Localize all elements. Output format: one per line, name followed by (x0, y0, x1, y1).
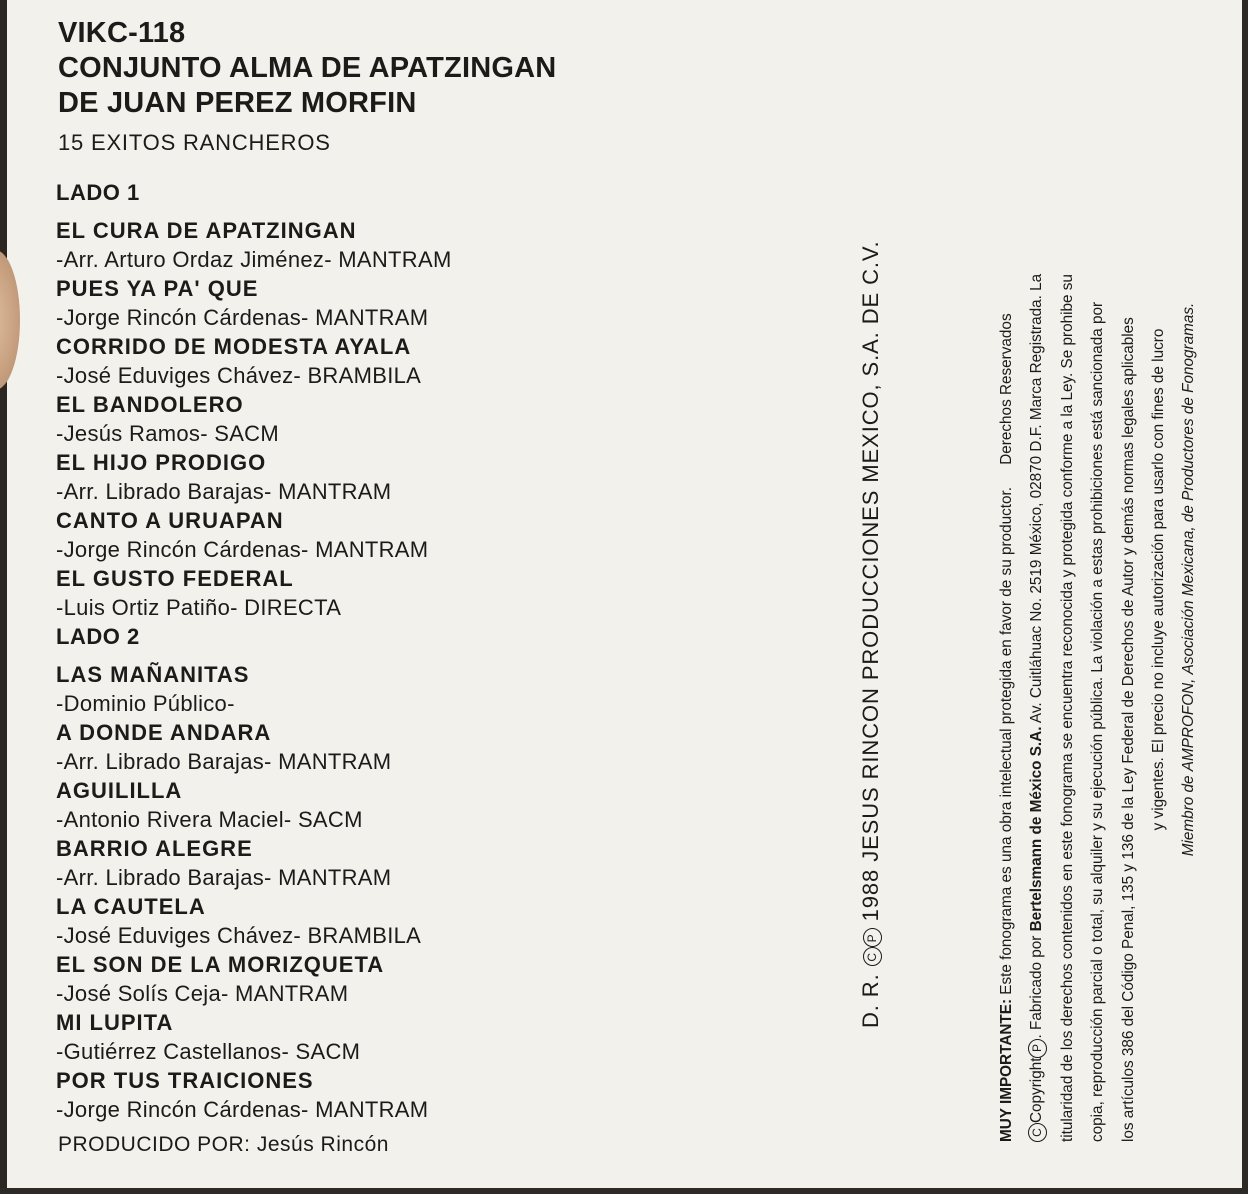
track-item (56, 216, 616, 274)
track-title: CANTO A URUAPAN (56, 508, 284, 533)
track-item (56, 1066, 616, 1124)
track-credit: -Jesús Ramos- SACM (56, 421, 279, 446)
legal-line-2: CCopyrightP. Fabricado por Bertelsmann de México S.A. Av. Cuitláhuac No. 2519 México, 02870 D.F. Marca Registrada. La (1022, 17, 1052, 1142)
legal-line-5: los artículos 386 del Código Penal, 135 y 136 de la Ley Federal de Derechos de Autor y demás normas legales aplicables (1119, 317, 1137, 1142)
producer-credit (58, 1133, 389, 1157)
header (58, 16, 556, 121)
track-credit: -Jorge Rincón Cárdenas- MANTRAM (56, 305, 429, 330)
legal-line-3: titularidad de los derechos contenidos en este fonograma se encuentra reconocida y protegida conforme a la Ley. Se prohibe su (1058, 274, 1076, 1142)
track-title: POR TUS TRAICIONES (56, 1068, 314, 1093)
track-item (56, 506, 616, 564)
copyright-prefix: D. R. (858, 973, 883, 1028)
track-title: EL HIJO PRODIGO (56, 450, 267, 475)
track-credit: -José Eduviges Chávez- BRAMBILA (56, 923, 422, 948)
card-bottom-edge (0, 1188, 1248, 1194)
legal-line-1: MUY IMPORTANTE: Este fonograma es una obra intelectual protegida en favor de su productor. Derechos Reservados (998, 313, 1015, 1142)
catalog-number: VIKC-118 (58, 17, 186, 49)
tracklist (56, 178, 616, 1124)
track-title: A DONDE ANDARA (56, 720, 272, 745)
album-title: 15 EXITOS RANCHEROS (58, 130, 331, 155)
track-item (56, 776, 616, 834)
manufacturer-name: Bertelsmann de México S.A. (1028, 726, 1046, 932)
phonogram-p-icon: P (1028, 1039, 1047, 1058)
track-item (56, 1008, 616, 1066)
phonogram-p-icon: P (863, 928, 882, 947)
legal-heading: MUY IMPORTANTE: (998, 998, 1015, 1142)
track-item (56, 892, 616, 950)
track-credit: -Luis Ortiz Patiño- DIRECTA (56, 595, 342, 620)
producer-label: PRODUCIDO POR: (58, 1133, 251, 1156)
track-title: CORRIDO DE MODESTA AYALA (56, 334, 412, 359)
track-item (56, 660, 616, 718)
legal-notice (992, 17, 1205, 1142)
track-title: MI LUPITA (56, 1010, 174, 1035)
track-credit: -Gutiérrez Castellanos- SACM (56, 1039, 361, 1064)
side-2-heading: LADO 2 (56, 624, 140, 649)
legal-line-7: Miembro de AMPROFON, Asociación Mexicana, de Productores de Fonogramas. (1180, 302, 1198, 857)
track-item (56, 834, 616, 892)
track-title: BARRIO ALEGRE (56, 836, 253, 861)
track-title: LA CAUTELA (56, 894, 206, 919)
copyright-c-icon: C (863, 947, 882, 966)
track-item (56, 448, 616, 506)
track-item (56, 390, 616, 448)
track-credit: -José Eduviges Chávez- BRAMBILA (56, 363, 422, 388)
track-credit: -Arr. Librado Barajas- MANTRAM (56, 865, 392, 890)
holding-thumb (0, 250, 20, 390)
track-item (56, 274, 616, 332)
artist-line-2: DE JUAN PEREZ MORFIN (58, 87, 417, 119)
track-title: EL GUSTO FEDERAL (56, 566, 294, 591)
track-credit: -Antonio Rivera Maciel- SACM (56, 807, 363, 832)
copyright-notice (858, 241, 884, 1028)
track-credit: -Jorge Rincón Cárdenas- MANTRAM (56, 537, 429, 562)
legal-line-4: copia, reproducción parcial o total, su alquiler y su ejecución pública. La violación a estas prohibiciones está sancionada por (1089, 301, 1107, 1142)
track-credit: -Arr. Librado Barajas- MANTRAM (56, 749, 392, 774)
copyright-c-icon: C (1028, 1123, 1047, 1142)
artist-line-1: CONJUNTO ALMA DE APATZINGAN (58, 52, 557, 84)
track-title: LAS MAÑANITAS (56, 662, 250, 687)
legal-line-6: y vigentes. El precio no incluye autorización para usarlo con fines de lucro (1150, 328, 1168, 831)
track-credit: -José Solís Ceja- MANTRAM (56, 981, 349, 1006)
copyright-text: 1988 JESUS RINCON PRODUCCIONES MEXICO, S.A. DE C.V. (858, 240, 883, 922)
track-title: AGUILILLA (56, 778, 183, 803)
track-item (56, 564, 616, 622)
track-title: EL BANDOLERO (56, 392, 244, 417)
track-item (56, 950, 616, 1008)
track-credit: -Arr. Arturo Ordaz Jiménez- MANTRAM (56, 247, 452, 272)
card-left-edge (0, 0, 7, 1194)
track-credit: -Arr. Librado Barajas- MANTRAM (56, 479, 392, 504)
track-item (56, 718, 616, 776)
card-right-edge (1242, 0, 1248, 1194)
track-title: EL SON DE LA MORIZQUETA (56, 952, 385, 977)
track-credit: -Jorge Rincón Cárdenas- MANTRAM (56, 1097, 429, 1122)
track-title: EL CURA DE APATZINGAN (56, 218, 357, 243)
track-item (56, 332, 616, 390)
track-title: PUES YA PA' QUE (56, 276, 259, 301)
side-1-heading: LADO 1 (56, 180, 140, 205)
producer-name: Jesús Rincón (256, 1133, 389, 1156)
track-credit: -Dominio Público- (56, 691, 235, 716)
